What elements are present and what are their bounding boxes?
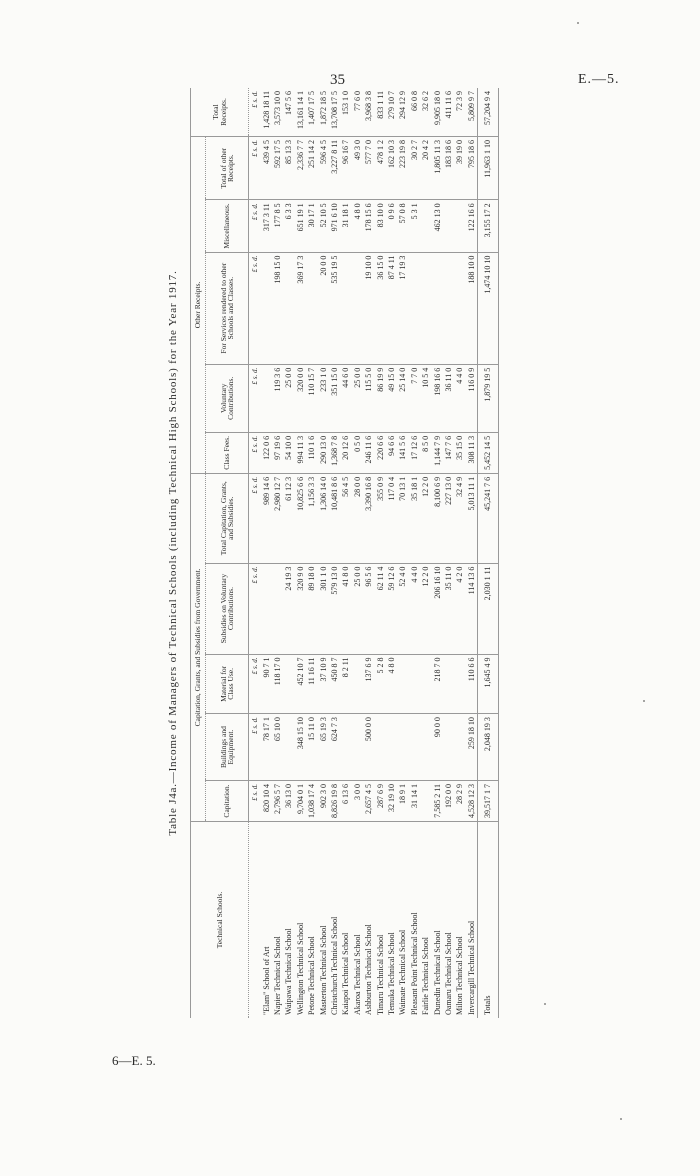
table-cell: £ s. d. (249, 432, 262, 473)
table-cell: 206 16 10 (432, 563, 443, 654)
table-cell: 89 18 0 (307, 563, 318, 654)
table-cell: 989 14 6 (261, 473, 272, 563)
table-cell: 122 0 6 (261, 432, 272, 473)
table-cell (455, 654, 466, 714)
school-name: Wellington Technical School (295, 822, 306, 1019)
table-cell: 11,963 1 10 (478, 137, 499, 200)
table-cell: 902 3 0 (318, 781, 329, 822)
table-cell: 41 8 0 (341, 563, 352, 654)
table-cell: 110 1 6 (307, 432, 318, 473)
table-cell: £ s. d. (249, 364, 262, 432)
school-name: Timaru Technical School (375, 822, 386, 1019)
table-cell: 579 13 0 (329, 563, 340, 654)
table-cell: 478 1 2 (375, 137, 386, 200)
table-cell: 2,980 12 7 (272, 473, 283, 563)
table-cell: 6 13 6 (341, 781, 352, 822)
table-cell (420, 200, 431, 252)
table-cell: 110 15 7 (307, 364, 318, 432)
table-cell: 35 18 1 (409, 473, 420, 563)
table-row (295, 88, 306, 1018)
table-cell: 57,204 9 4 (478, 88, 499, 137)
table-cell: 183 18 6 (443, 137, 454, 200)
school-name: Dunedin Technical School (432, 822, 443, 1019)
table-cell: 153 1 0 (341, 91, 351, 115)
table-cell: 1,306 14 0 (318, 473, 329, 563)
table-body (249, 88, 499, 1018)
table-cell (455, 200, 466, 252)
table-cell (341, 714, 352, 781)
table-cell (409, 714, 420, 781)
table-cell: 15 11 0 (307, 714, 318, 781)
school-name: Pleasant Point Technical School (409, 822, 420, 1019)
table-cell: 31 18 1 (341, 200, 352, 252)
table-cell: 97 19 6 (272, 432, 283, 473)
speck (577, 22, 579, 24)
table-cell: 116 0 9 (466, 364, 478, 432)
table-cell: 3,227 8 11 (329, 137, 340, 200)
table-cell: 85 13 3 (284, 137, 295, 200)
table-cell: 44 6 0 (341, 364, 352, 432)
table-cell: 83 10 0 (375, 200, 386, 252)
table-cell: £ s. d. (250, 91, 259, 108)
table-cell (443, 252, 454, 364)
table-cell: 3,390 16 8 (364, 473, 375, 563)
table-cell: 3,155 17 2 (478, 200, 499, 252)
table-cell: 13,161 14 1 (295, 91, 305, 129)
table-row (284, 88, 295, 1018)
table-cell: 439 4 5 (261, 137, 272, 200)
table-cell: 2,336 7 7 (295, 137, 306, 200)
footer-code: 6—E. 5. (112, 1053, 156, 1068)
table-cell (398, 654, 409, 714)
school-name: "Elam" School of Art (261, 822, 272, 1019)
table-cell: 971 6 10 (329, 200, 340, 252)
table-cell: 32 6 2 (421, 91, 431, 111)
table-cell: 56 4 5 (341, 473, 352, 563)
page-number: 35 (330, 72, 345, 88)
table-cell: 25 14 0 (398, 364, 409, 432)
table-cell (420, 654, 431, 714)
table-cell: £ s. d. (249, 563, 262, 654)
table-cell: 12 2 0 (420, 473, 431, 563)
table-cell: 2,030 1 11 (478, 563, 499, 654)
table-cell: 0 9 6 (386, 200, 397, 252)
table-cell: 500 0 0 (364, 714, 375, 781)
table-cell: 5 3 1 (409, 200, 420, 252)
table-cell: 147 5 6 (284, 91, 294, 115)
table-cell: 4 8 0 (352, 200, 363, 252)
table-cell: 11 16 11 (307, 654, 318, 714)
table-cell: 10,481 8 6 (329, 473, 340, 563)
table-cell: 188 10 0 (466, 252, 478, 364)
table-cell: 348 15 10 (295, 714, 306, 781)
school-name: Fairlie Technical School (420, 822, 431, 1019)
table-cell (261, 563, 272, 654)
table-cell: 78 17 1 (261, 714, 272, 781)
table-cell: 162 10 3 (386, 137, 397, 200)
table-cell: 110 6 6 (466, 654, 478, 714)
table-cell: 20 0 0 (318, 252, 329, 364)
table-cell: 54 10 0 (284, 432, 295, 473)
table-cell: 52 10 5 (318, 200, 329, 252)
table-cell: 17 12 6 (409, 432, 420, 473)
table-cell: £ s. d. (249, 200, 262, 252)
table-cell: 118 17 0 (272, 654, 283, 714)
table-cell: 49 3 0 (352, 137, 363, 200)
table-cell: 177 8 5 (272, 200, 283, 252)
table-cell: 4 4 0 (409, 563, 420, 654)
table-cell (307, 252, 318, 364)
table-cell: 355 0 9 (375, 473, 386, 563)
table-cell: 259 18 10 (466, 714, 478, 781)
table-cell: 28 0 0 (352, 473, 363, 563)
header-total-receipts: Total Receipts. (191, 88, 249, 137)
table-cell: 122 16 6 (466, 200, 478, 252)
table-cell: 70 13 1 (398, 473, 409, 563)
table-cell: 3,968 3 8 (364, 91, 374, 121)
table-cell: 30 2 7 (409, 137, 420, 200)
table-cell: 20 12 6 (341, 432, 352, 473)
table-cell: 20 4 2 (420, 137, 431, 200)
table-cell: 57 0 8 (398, 200, 409, 252)
table-cell: 31 14 1 (409, 781, 420, 822)
table-cell (398, 714, 409, 781)
table-cell: 77 6 0 (352, 91, 362, 111)
table-cell: 246 11 6 (364, 432, 375, 473)
table-cell: 2,048 19 3 (478, 714, 499, 781)
table-cell: 3 0 0 (352, 781, 363, 822)
table-cell: 10 5 4 (420, 364, 431, 432)
header-group-capitation: Capitation, Grants, and Subsidies from Government. (191, 473, 206, 821)
table-cell: 32 19 10 (386, 781, 397, 822)
table-cell (352, 252, 363, 364)
table-cell: £ s. d. (249, 714, 262, 781)
table-cell: 1,645 4 9 (478, 654, 499, 714)
table-cell (443, 200, 454, 252)
table-cell: 218 7 0 (432, 654, 443, 714)
table-cell: 25 0 0 (352, 364, 363, 432)
table-cell: 1,879 19 5 (478, 364, 499, 432)
table-cell: 624 7 3 (329, 714, 340, 781)
table-row (272, 88, 283, 1018)
table-cell: 59 12 6 (386, 563, 397, 654)
table-cell: 411 11 6 (443, 91, 453, 119)
table-cell (284, 654, 295, 714)
table-cell: 795 18 6 (466, 137, 478, 200)
table-cell: 36 13 0 (284, 781, 295, 822)
table-row (307, 88, 318, 1018)
table-cell: 9,704 0 1 (295, 781, 306, 822)
table-cell: 8,100 6 9 (432, 473, 443, 563)
table-cell: 137 6 9 (364, 654, 375, 714)
table-cell (261, 364, 272, 432)
header-group-other: Other Receipts. (191, 137, 206, 474)
table-cell: 66 0 8 (409, 91, 419, 111)
table-cell (420, 781, 431, 822)
header-buildings: Buildings and Equipment. (206, 714, 249, 781)
table-cell: 96 5 6 (364, 563, 375, 654)
table-cell: 87 4 11 (386, 252, 397, 364)
table-cell: £ s. d. (249, 137, 262, 200)
units-row (249, 88, 262, 1018)
table-row (261, 88, 272, 1018)
table-row (420, 88, 431, 1018)
table-cell: 19 10 0 (364, 252, 375, 364)
table-cell (352, 714, 363, 781)
table-cell: 117 0 4 (386, 473, 397, 563)
header-total-other: Total of other Receipts. (206, 137, 249, 200)
table-cell: 5,452 14 5 (478, 432, 499, 473)
table-cell: 1,368 7 8 (329, 432, 340, 473)
table-cell: 18 9 1 (398, 781, 409, 822)
table-cell: £ s. d. (249, 473, 262, 563)
table-cell: 25 0 0 (352, 563, 363, 654)
table-cell: £ s. d. (249, 252, 262, 364)
table-cell: 833 1 11 (375, 91, 385, 119)
table-cell: 320 0 0 (295, 364, 306, 432)
table-cell: 308 11 3 (466, 432, 478, 473)
table-cell: 36 15 0 (375, 252, 386, 364)
table-cell: 49 15 0 (386, 364, 397, 432)
table-cell: 25 0 0 (284, 364, 295, 432)
table-cell: 147 7 6 (443, 432, 454, 473)
table-cell: 39,517 1 7 (478, 781, 499, 822)
table-row (443, 88, 454, 1018)
table-cell (375, 714, 386, 781)
table-cell: £ s. d. (249, 781, 262, 822)
table-cell: 13,708 17 5 (330, 91, 340, 129)
header-miscellaneous: Miscellaneous. (206, 200, 249, 252)
table-cell: 72 3 9 (455, 91, 465, 111)
table-cell (420, 714, 431, 781)
table-cell (443, 714, 454, 781)
table-cell: 251 14 2 (307, 137, 318, 200)
totals-row (478, 88, 499, 1018)
table-cell: 141 5 6 (398, 432, 409, 473)
school-name: Waipawa Technical School (284, 822, 295, 1019)
table-cell: 52 4 0 (398, 563, 409, 654)
school-name: Christchurch Technical School (329, 822, 340, 1019)
table-cell (420, 252, 431, 364)
units-label (249, 822, 262, 1019)
table-cell (432, 252, 443, 364)
table-cell: 8 5 0 (420, 432, 431, 473)
table-cell: 1,156 3 3 (307, 473, 318, 563)
table-cell: 8 2 11 (341, 654, 352, 714)
header-class-fees: Class Fees. (206, 432, 249, 473)
table-cell: 5,013 11 1 (466, 473, 478, 563)
table-cell: 65 10 0 (272, 714, 283, 781)
table-cell: 820 10 4 (261, 781, 272, 822)
table-cell: 24 19 3 (284, 563, 295, 654)
table-cell: 36 11 0 (443, 364, 454, 432)
table-row (375, 88, 386, 1018)
table-cell: 227 13 0 (443, 473, 454, 563)
table-cell: 651 19 1 (295, 200, 306, 252)
table-cell: 452 10 7 (295, 654, 306, 714)
table-cell: 61 12 3 (284, 473, 295, 563)
speck (620, 1118, 622, 1120)
table-cell (443, 654, 454, 714)
table-cell (284, 252, 295, 364)
totals-label: Totals (478, 822, 499, 1019)
table-cell: 462 13 0 (432, 200, 443, 252)
table-cell: 1,474 10 10 (478, 252, 499, 364)
speck (643, 700, 645, 702)
table-cell: 592 17 5 (272, 137, 283, 200)
table-cell: 45,241 7 6 (478, 473, 499, 563)
table-cell: 198 16 6 (432, 364, 443, 432)
table-cell: 9,905 18 0 (432, 91, 442, 125)
table-cell: £ s. d. (249, 654, 262, 714)
table-row (386, 88, 397, 1018)
table-cell (386, 714, 397, 781)
table-cell: 294 12 9 (398, 91, 408, 119)
table-row (329, 88, 340, 1018)
table-cell: 12 2 0 (420, 563, 431, 654)
table-cell: 32 4 9 (455, 473, 466, 563)
table-cell: 62 11 4 (375, 563, 386, 654)
school-name: Oamaru Technical School (443, 822, 454, 1019)
table-cell: 90 7 1 (261, 654, 272, 714)
table-cell (272, 563, 283, 654)
table-cell (261, 252, 272, 364)
table-cell: 220 6 6 (375, 432, 386, 473)
table-cell: 178 15 6 (364, 200, 375, 252)
table-cell: 6 3 3 (284, 200, 295, 252)
header-total-capitation: Total Capitation, Grants, and Subsidies. (206, 473, 249, 563)
table-cell: 4 4 0 (455, 364, 466, 432)
table-cell: 1,144 7 9 (432, 432, 443, 473)
table-cell: 317 3 11 (261, 200, 272, 252)
school-name: Akaroa Technical School (352, 822, 363, 1019)
table-row (398, 88, 409, 1018)
table-cell: 0 5 0 (352, 432, 363, 473)
table-cell: 96 16 7 (341, 137, 352, 200)
school-name: Petone Technical School (307, 822, 318, 1019)
school-name: Ashburton Technical School (364, 822, 375, 1019)
table-cell: 535 19 5 (329, 252, 340, 364)
table-cell: 223 19 8 (398, 137, 409, 200)
table-cell: 39 19 0 (455, 137, 466, 200)
table-title: Table J4a.—Income of Managers of Technical Schools (including Technical High Schools) for the Year 1917. (167, 270, 179, 836)
school-name: Waimate Technical School (398, 822, 409, 1019)
table-row (352, 88, 363, 1018)
table-cell: 4 2 0 (455, 563, 466, 654)
table-cell (409, 252, 420, 364)
table-cell: 577 7 0 (364, 137, 375, 200)
table-cell: 8,826 19 8 (329, 781, 340, 822)
table-cell: 450 8 7 (329, 654, 340, 714)
table-cell: 37 10 9 (318, 654, 329, 714)
table-cell: 2,796 5 7 (272, 781, 283, 822)
school-name: Invercargill Technical School (466, 822, 478, 1019)
header-capitation: Capitation. (206, 781, 249, 822)
table-cell: 4,528 12 3 (466, 781, 478, 822)
table-row (341, 88, 352, 1018)
header-voluntary: Voluntary Contributions. (206, 364, 249, 432)
table-cell: 1,038 17 4 (307, 781, 318, 822)
table-cell: 596 4 5 (318, 137, 329, 200)
table-cell: 7,585 2 11 (432, 781, 443, 822)
table-row (409, 88, 420, 1018)
table-cell: 17 19 3 (398, 252, 409, 364)
table-cell: 86 19 9 (375, 364, 386, 432)
table-cell: 35 15 0 (455, 432, 466, 473)
table-row (364, 88, 375, 1018)
table-cell: 301 1 0 (318, 563, 329, 654)
table-cell: 369 17 3 (295, 252, 306, 364)
table-cell: 4 8 0 (386, 654, 397, 714)
header-services: For Services rendered to other Schools and Classes. (206, 252, 249, 364)
table-row (318, 88, 329, 1018)
page-code: E.—5. (578, 72, 620, 87)
table-cell (352, 654, 363, 714)
table-cell (455, 714, 466, 781)
table-cell: 90 0 0 (432, 714, 443, 781)
table-cell (284, 714, 295, 781)
table-cell: 192 0 0 (443, 781, 454, 822)
table-cell: 233 1 0 (318, 364, 329, 432)
school-name: Kaiapoi Technical School (341, 822, 352, 1019)
table-cell: 7 7 0 (409, 364, 420, 432)
table-cell: 320 9 0 (295, 563, 306, 654)
table-cell: 114 13 6 (466, 563, 478, 654)
table-cell: 10,825 6 6 (295, 473, 306, 563)
table-cell (455, 252, 466, 364)
school-name: Milton Technical School (455, 822, 466, 1019)
table-cell: 1,805 11 3 (432, 137, 443, 200)
school-name: Temuka Technical School (386, 822, 397, 1019)
income-table (190, 88, 499, 1018)
table-cell: 1,872 18 5 (318, 91, 328, 125)
table-cell: 28 2 9 (455, 781, 466, 822)
table-cell: 287 6 9 (375, 781, 386, 822)
table-cell: 2,657 4 5 (364, 781, 375, 822)
table-cell: 198 15 0 (272, 252, 283, 364)
header-subsidies: Subsidies on Voluntary Contributions. (206, 563, 249, 654)
table-cell: 5,809 9 7 (466, 91, 476, 121)
table-cell: 1,407 17 5 (307, 91, 317, 125)
table-cell: 119 3 6 (272, 364, 283, 432)
table-cell: 35 11 0 (443, 563, 454, 654)
school-name: Napier Technical School (272, 822, 283, 1019)
table-row (455, 88, 466, 1018)
table-cell: 1,428 18 11 (261, 91, 271, 129)
table-cell: 65 19 3 (318, 714, 329, 781)
table-cell: 279 10 7 (386, 91, 396, 119)
school-name: Masterton Technical School (318, 822, 329, 1019)
table-cell: 30 17 1 (307, 200, 318, 252)
table-cell: 3,573 10 0 (273, 91, 283, 125)
table-cell: 5 2 8 (375, 654, 386, 714)
table-cell: 94 6 6 (386, 432, 397, 473)
table-row (466, 88, 478, 1018)
table-cell (341, 252, 352, 364)
rotated-table-block (168, 88, 618, 1018)
table-row (432, 88, 443, 1018)
table-cell: 351 15 0 (329, 364, 340, 432)
table-cell: 115 5 0 (364, 364, 375, 432)
table-cell: 290 13 0 (318, 432, 329, 473)
table-cell (409, 654, 420, 714)
table-cell: 994 11 3 (295, 432, 306, 473)
speck (544, 1003, 546, 1005)
header-schools: Technical Schools. (191, 822, 249, 1019)
header-material: Material for Class Use. (206, 654, 249, 714)
